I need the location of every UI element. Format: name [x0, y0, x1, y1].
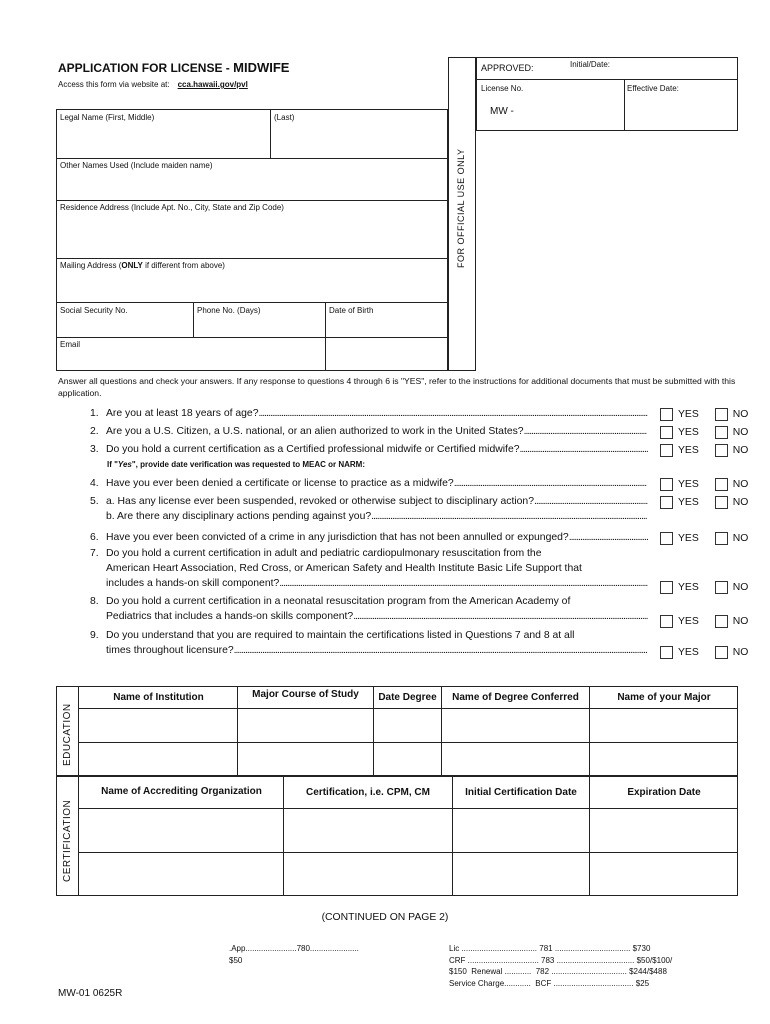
cert-header-expiration: Expiration Date: [627, 787, 701, 798]
yes-checkbox[interactable]: [660, 444, 673, 457]
yes-label: YES: [678, 479, 699, 490]
effective-date-label: Effective Date:: [627, 84, 679, 93]
yes-label: YES: [678, 445, 699, 456]
question-text: Are you a U.S. Citizen, a U.S. national, or an alien authorized to work in the United States?: [106, 426, 524, 437]
yes-checkbox[interactable]: [660, 581, 673, 594]
yes-checkbox[interactable]: [660, 532, 673, 545]
yes-checkbox[interactable]: [660, 496, 673, 509]
cert-header-certification: Certification, i.e. CPM, CM: [306, 787, 430, 798]
no-checkbox[interactable]: [715, 408, 728, 421]
question-1: 1. Are you at least 18 years of age?..............................................................................................................................................................................................................: [90, 408, 648, 419]
initial-date-label: Initial/Date:: [570, 60, 611, 69]
yes-no-group-2: [660, 426, 748, 439]
mailing-address-field[interactable]: Mailing Address (ONLY if different from above): [60, 261, 225, 270]
question-text: Have you ever been denied a certificate or license to practice as a midwife?: [106, 478, 454, 489]
question-text: Have you ever been convicted of a crime in any jurisdiction that has not been annulled or expunged?: [106, 532, 569, 543]
fees-left: .App.......................780...................... $50: [229, 944, 359, 965]
yes-no-group-1: [660, 408, 748, 421]
no-label: NO: [732, 409, 749, 420]
residence-address-field[interactable]: Residence Address (Include Apt. No., City, State and Zip Code): [60, 203, 284, 212]
yes-no-group-4: [660, 478, 748, 491]
yes-no-group-6: [660, 532, 748, 545]
phone-field[interactable]: Phone No. (Days): [197, 306, 261, 315]
other-names-field[interactable]: Other Names Used (Include maiden name): [60, 161, 213, 170]
q3-note: If "Yes", provide date verification was requested to MEAC or NARM:: [107, 460, 366, 469]
no-label: NO: [732, 533, 749, 544]
question-8: 8. Do you hold a current certification in a neonatal resuscitation program from the American Academy of Pediatrics that includes a hands-on skills component?............................................................................................................................................................: [90, 596, 648, 622]
no-checkbox[interactable]: [715, 646, 728, 659]
yes-label: YES: [678, 647, 699, 658]
form-number: MW-01 0625R: [58, 988, 123, 999]
question-text: Pediatrics that includes a hands-on skills component?: [106, 611, 354, 622]
no-label: NO: [732, 582, 749, 593]
no-label: NO: [732, 616, 749, 627]
question-text: Do you hold a current certification in adult and pediatric cardiopulmonary resuscitation from the: [106, 548, 542, 559]
no-checkbox[interactable]: [715, 496, 728, 509]
yes-label: YES: [678, 497, 699, 508]
ssn-field[interactable]: Social Security No.: [60, 306, 128, 315]
approved-label: APPROVED:: [481, 63, 534, 73]
yes-checkbox[interactable]: [660, 478, 673, 491]
yes-checkbox[interactable]: [660, 646, 673, 659]
yes-label: YES: [678, 616, 699, 627]
yes-no-group-9: [660, 646, 748, 659]
certification-side-label: CERTIFICATION: [62, 799, 73, 882]
legal-name-field[interactable]: Legal Name (First, Middle): [60, 113, 155, 122]
edu-header-degree-conferred: Name of Degree Conferred: [452, 692, 579, 703]
license-prefix: MW -: [490, 106, 514, 117]
education-side-label: EDUCATION: [62, 703, 73, 766]
no-label: NO: [732, 497, 749, 508]
no-label: NO: [732, 445, 749, 456]
no-checkbox[interactable]: [715, 615, 728, 628]
instructions: Answer all questions and check your answers. If any response to questions 4 through 6 is "YES", refer to the instructions for additional documents that must be submitted with this application.: [58, 376, 736, 398]
question-6: 6. Have you ever been convicted of a crime in any jurisdiction that has not been annulled or expunged?..........................................: [90, 532, 648, 543]
yes-label: YES: [678, 533, 699, 544]
license-no-label: License No.: [481, 84, 524, 93]
question-text: a. Has any license ever been suspended, revoked or otherwise subject to disciplinary action?: [106, 496, 534, 507]
question-9: 9. Do you understand that you are required to maintain the certifications listed in Questions 7 and 8 at all times throughout licensure?...........................................................................................................................................................................................................................: [90, 630, 647, 656]
yes-no-group-3: [660, 444, 748, 457]
edu-header-major-course: Major Course of Study: [252, 689, 359, 700]
page-title: APPLICATION FOR LICENSE - MIDWIFE: [58, 60, 290, 75]
email-field[interactable]: Email: [60, 340, 81, 349]
no-label: NO: [732, 427, 749, 438]
edu-header-institution: Name of Institution: [113, 692, 204, 703]
no-checkbox[interactable]: [715, 444, 728, 457]
question-text: b. Are there any disciplinary actions pending against you?: [106, 511, 372, 522]
edu-header-date-degree: Date Degree: [378, 692, 437, 703]
dob-field[interactable]: Date of Birth: [329, 306, 374, 315]
yes-label: YES: [678, 582, 699, 593]
no-checkbox[interactable]: [715, 581, 728, 594]
question-2: 2. Are you a U.S. Citizen, a U.S. national, or an alien authorized to work in the United States?.................................................................: [90, 426, 647, 437]
question-5: 5. a. Has any license ever been suspended, revoked or otherwise subject to disciplinary action?............................................................ b. Are there any disciplinary actions pending against you?..................................................................................................................................................: [90, 496, 648, 522]
no-label: NO: [732, 647, 749, 658]
applicant-info-block: [56, 109, 448, 371]
yes-checkbox[interactable]: [660, 426, 673, 439]
yes-no-group-5: [660, 496, 748, 509]
no-checkbox[interactable]: [715, 532, 728, 545]
question-3: 3. Do you hold a current certification as a Certified professional midwife or Certified midwife?....................................................................: [90, 444, 648, 455]
question-text: times throughout licensure?: [106, 645, 234, 656]
cert-header-initial-date: Initial Certification Date: [465, 787, 577, 798]
no-checkbox[interactable]: [715, 478, 728, 491]
yes-label: YES: [678, 409, 699, 420]
yes-checkbox[interactable]: [660, 408, 673, 421]
question-text: includes a hands-on skill component?: [106, 578, 280, 589]
website-link[interactable]: cca.hawaii.gov/pvl: [177, 80, 248, 89]
edu-header-major: Name of your Major: [617, 692, 711, 703]
fees-right: Lic .................................. 781 .................................. $730 CRF ................................ 783 ................................... $50/$100/ $150 Renewal ............ 782 .................................. $244/$488 Service Charge............ BCF .................................... $25: [449, 944, 673, 988]
question-text: Do you understand that you are required to maintain the certifications listed in Questions 7 and 8 at all: [106, 630, 575, 641]
question-text: American Heart Association, Red Cross, or American Safety and Health Institute Basic Life Support that: [106, 563, 582, 574]
continued-note: (CONTINUED ON PAGE 2): [321, 912, 449, 923]
yes-no-group-8: [660, 615, 748, 628]
last-name-field[interactable]: (Last): [274, 113, 295, 122]
question-7: 7. Do you hold a current certification in adult and pediatric cardiopulmonary resuscitation from the American Heart Association, Red Cross, or American Safety and Health Institute Basic Life Support that includes a hands-on skill component?...................................................................................................................................................................................................: [90, 548, 648, 589]
no-checkbox[interactable]: [715, 426, 728, 439]
question-text: Are you at least 18 years of age?: [106, 408, 259, 419]
question-text: Do you hold a current certification as a Certified professional midwife or Certified midwife?: [106, 444, 520, 455]
access-line: Access this form via website at: cca.hawaii.gov/pvl: [58, 80, 248, 89]
cert-header-organization: Name of Accrediting Organization: [101, 786, 262, 797]
yes-checkbox[interactable]: [660, 615, 673, 628]
question-4: 4. Have you ever been denied a certificate or license to practice as a midwife?......................................................................................................: [90, 478, 647, 489]
no-label: NO: [732, 479, 749, 490]
yes-no-group-7: [660, 581, 748, 594]
yes-label: YES: [678, 427, 699, 438]
official-use-label: FOR OFFICIAL USE ONLY: [456, 148, 466, 268]
question-text: Do you hold a current certification in a neonatal resuscitation program from the American Academy of: [106, 596, 571, 607]
